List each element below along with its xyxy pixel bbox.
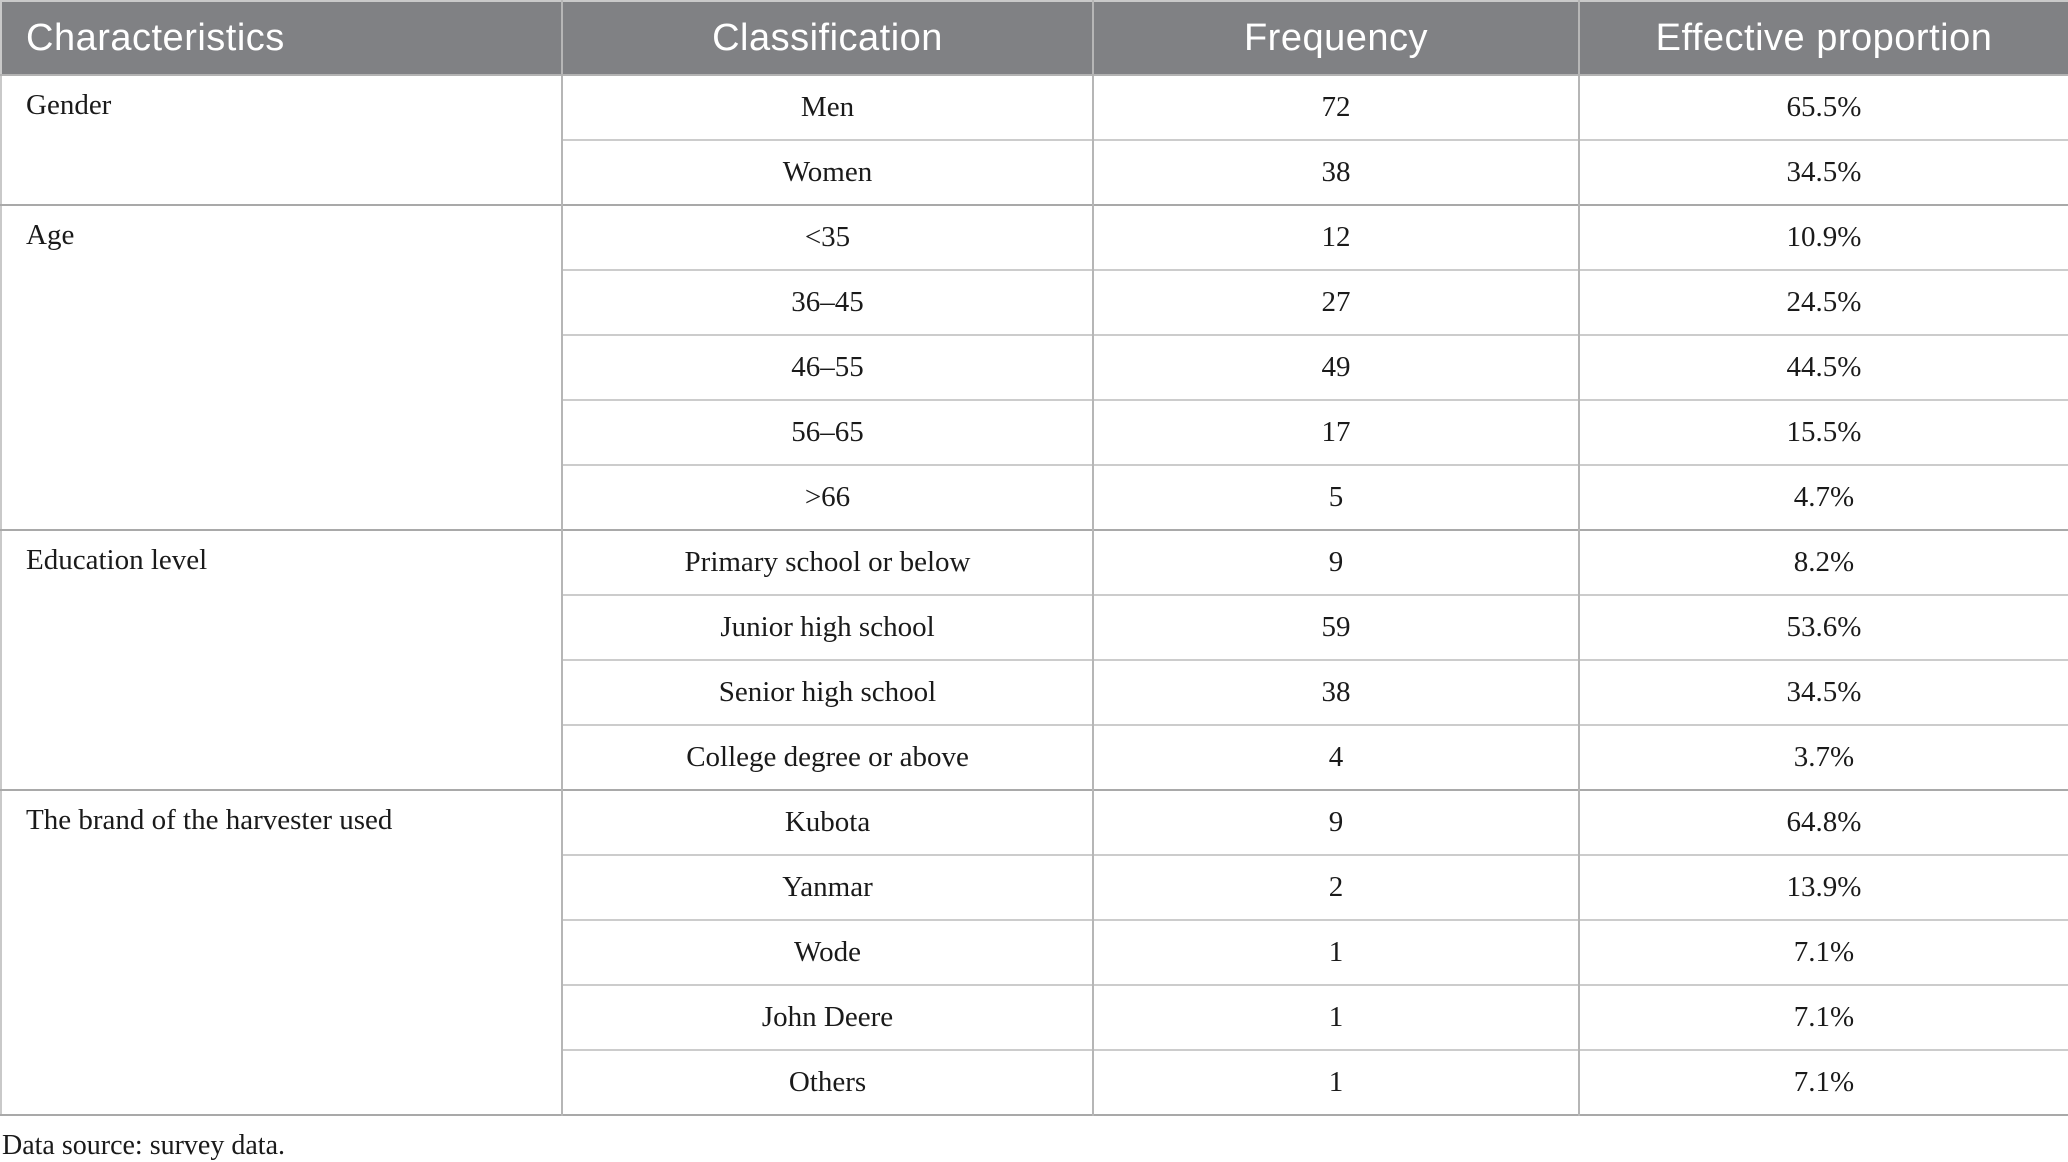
proportion-cell: 34.5% xyxy=(1579,660,2068,725)
header-frequency: Frequency xyxy=(1093,1,1579,75)
header-row xyxy=(1,1,2068,75)
frequency-cell: 1 xyxy=(1093,1050,1579,1115)
classification-cell: <35 xyxy=(562,205,1093,270)
frequency-cell: 49 xyxy=(1093,335,1579,400)
classification-cell: >66 xyxy=(562,465,1093,530)
classification-cell: Senior high school xyxy=(562,660,1093,725)
proportion-cell: 4.7% xyxy=(1579,465,2068,530)
proportion-cell: 3.7% xyxy=(1579,725,2068,790)
classification-cell: Kubota xyxy=(562,790,1093,855)
table-header xyxy=(1,1,2068,75)
frequency-cell: 38 xyxy=(1093,140,1579,205)
proportion-cell: 7.1% xyxy=(1579,920,2068,985)
table-body xyxy=(1,75,2068,1115)
frequency-cell: 9 xyxy=(1093,530,1579,595)
proportion-cell: 10.9% xyxy=(1579,205,2068,270)
proportion-cell: 7.1% xyxy=(1579,985,2068,1050)
header-characteristics: Characteristics xyxy=(1,1,562,75)
table-row xyxy=(1,205,2068,270)
proportion-cell: 13.9% xyxy=(1579,855,2068,920)
proportion-cell: 53.6% xyxy=(1579,595,2068,660)
frequency-cell: 5 xyxy=(1093,465,1579,530)
classification-cell: Wode xyxy=(562,920,1093,985)
header-effective-proportion: Effective proportion xyxy=(1579,1,2068,75)
table-footnote: Data source: survey data. xyxy=(2,1130,285,1161)
proportion-cell: 7.1% xyxy=(1579,1050,2068,1115)
proportion-cell: 8.2% xyxy=(1579,530,2068,595)
proportion-cell: 15.5% xyxy=(1579,400,2068,465)
classification-cell: Women xyxy=(562,140,1093,205)
frequency-cell: 12 xyxy=(1093,205,1579,270)
classification-cell: Yanmar xyxy=(562,855,1093,920)
classification-cell: 36–45 xyxy=(562,270,1093,335)
frequency-cell: 1 xyxy=(1093,920,1579,985)
frequency-cell: 2 xyxy=(1093,855,1579,920)
classification-cell: Junior high school xyxy=(562,595,1093,660)
proportion-cell: 44.5% xyxy=(1579,335,2068,400)
table-row xyxy=(1,530,2068,595)
characteristic-cell: The brand of the harvester used xyxy=(1,790,562,1115)
proportion-cell: 64.8% xyxy=(1579,790,2068,855)
frequency-cell: 17 xyxy=(1093,400,1579,465)
classification-cell: John Deere xyxy=(562,985,1093,1050)
classification-cell: Others xyxy=(562,1050,1093,1115)
frequency-cell: 27 xyxy=(1093,270,1579,335)
proportion-cell: 65.5% xyxy=(1579,75,2068,140)
frequency-cell: 72 xyxy=(1093,75,1579,140)
frequency-cell: 59 xyxy=(1093,595,1579,660)
classification-cell: Primary school or below xyxy=(562,530,1093,595)
classification-cell: Men xyxy=(562,75,1093,140)
table-row xyxy=(1,790,2068,855)
frequency-cell: 4 xyxy=(1093,725,1579,790)
proportion-cell: 24.5% xyxy=(1579,270,2068,335)
characteristic-cell: Education level xyxy=(1,530,562,790)
classification-cell: College degree or above xyxy=(562,725,1093,790)
frequency-cell: 9 xyxy=(1093,790,1579,855)
frequency-cell: 1 xyxy=(1093,985,1579,1050)
classification-cell: 46–55 xyxy=(562,335,1093,400)
table-row xyxy=(1,75,2068,140)
classification-cell: 56–65 xyxy=(562,400,1093,465)
header-classification: Classification xyxy=(562,1,1093,75)
characteristic-cell: Age xyxy=(1,205,562,530)
characteristic-cell: Gender xyxy=(1,75,562,205)
proportion-cell: 34.5% xyxy=(1579,140,2068,205)
frequency-cell: 38 xyxy=(1093,660,1579,725)
